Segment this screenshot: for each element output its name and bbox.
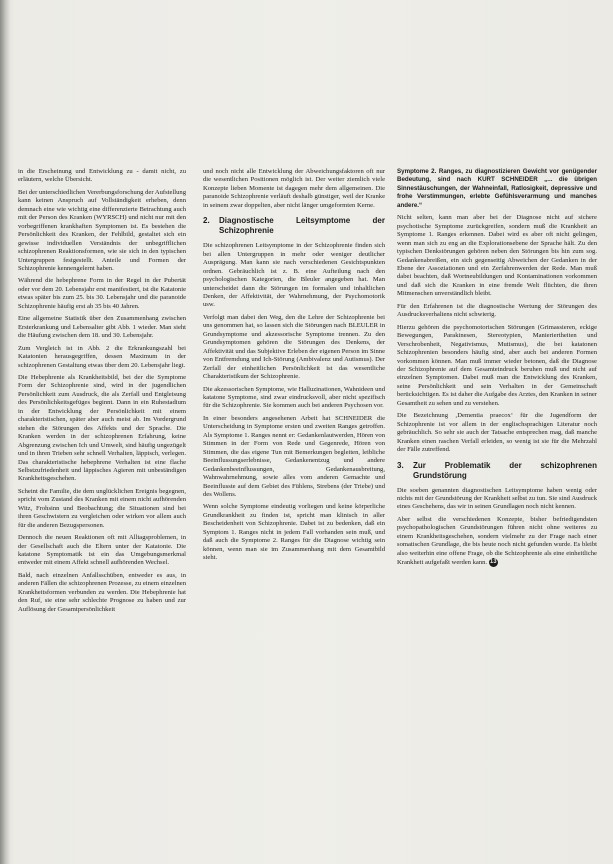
text-column-middle bbox=[203, 168, 385, 828]
paragraph: und noch nicht alle Entwicklung der Abweichungsfaktoren oft nur die wesentlichen Positionen möglich ist. Der weiter ziemlich viele Konzepte lieben Momente ist dagegen mehr dem allgemeinen. Die paranoide Schizophrenie verläuft deshalb günstiger, weil der Kranke in seinem zwar doppelten, aber nicht länger umgeformten Kerne. bbox=[203, 168, 385, 209]
paragraph: Hierzu gehören die psychomotorischen Störungen (Grimassieren, eckige Bewegungen, Parakinesen, Stereotypien, Manieriertheiten und Verschrobenheit, Negativismus, Mutismus), die bei katatonen Schizophrenien besonders häufig sind, aber auch bei anderen Formen vorkommen können. Man muß immer wieder betonen, daß die Diagnose der Schizophrenie auf dem Gesamteindruck beruhen muß und nicht auf einzelnen Symptomen. Dabei muß man die Entwicklung des Kranken, seine Persönlichkeit und sein Verhalten in der Gemeinschaft berücksichtigen. Es ist daher die Aufgabe des Arztes, den Kranken in seiner Gesamtheit zu sehen und zu verstehen. bbox=[397, 323, 597, 407]
section-title: Zur Problematik der schizophrenen Grundstörung bbox=[413, 460, 597, 480]
paragraph: Die schizophrenen Leitsymptome in der Schizophrenie finden sich bei allen Untergruppen in mehr oder weniger deutlicher Ausprägung. Man kann sie nach verschiedenen Gesichtspunkten ordnen. Gebräuchlich ist z. B. eine Aufteilung nach den psychologischen Kategorien, die Bleuler angegeben hat. Man unterscheidet dann die Störungen im formalen und inhaltlichen Denken, der Affektivität, der Wahrnehmung, der Psychomotorik usw. bbox=[203, 242, 385, 309]
paragraph: Wenn solche Symptome eindeutig vorliegen und keine körperliche Grundkrankheit zu finden ist, spricht man klinisch in aller Bescheidenheit von Schizophrenie. Dabei ist zu bedenken, daß ein Symptom 1. Ranges nicht in jedem Fall vorhanden sein muß, und daß auch die Symptome 2. Ranges für die Diagnose wichtig sein können, wenn man sie im Zusammenhang mit dem Gesamtbild sieht. bbox=[203, 503, 385, 562]
paragraph: Die akzessorischen Symptome, wie Halluzinationen, Wahnideen und katatone Symptome, sind zwar eindrucksvoll, aber nicht spezifisch für die Schizophrenie. Sie kommen auch bei anderen Psychosen vor. bbox=[203, 385, 385, 410]
paragraph: Bald, nach einzelnen Anfallsschüben, entweder es aus, in anderen Fällen die schizophrenen Prozesse, zu einem einzelnen Krankheitsformen verbunden zu werden. Die Hebephrenie hat den Ruf, sie eine sehr schlechte Prognose zu haben und zur Auflösung der Gesamtpersönlichkeit bbox=[18, 571, 186, 613]
section-heading bbox=[397, 461, 597, 481]
paragraph bbox=[397, 516, 597, 568]
section-title: Diagnostische Leitsymptome der Schizophrenie bbox=[219, 216, 385, 236]
section-number: 2. bbox=[203, 216, 210, 226]
paragraph: Bei der unterschiedlichen Vererbungsforschung der Aufstellung kann keinen Anspruch auf Vollständigkeit erheben, denn demnach eine wie wichtig eine differenzierte Betrachtung auch mit der Person des Kranken (WYRSCH) und nicht nur mit den vorbegriffenen krankhaften Symptomen ist. Es bestehen die Persönlichkeit des Kranken, der Fehlbild, gestaltet sich ein gewisse individuellen Verständnis der unbegrifflichen schizophrenen Reaktionsformen, wie sie sich in den typischen Untergruppen festgestellt. Anteile und Formen der Schizophrenie kennengelernt haben. bbox=[18, 188, 186, 272]
paragraph: Die soeben genannten diagnostischen Leitsymptome haben wenig oder nichts mit der Grundstörung der Krankheit selbst zu tun. Sie sind Ausdruck eines Geschehens, das wir in seinen Grundlagen noch nicht kennen. bbox=[397, 486, 597, 511]
page-number: 13 bbox=[489, 559, 497, 566]
paragraph: Nicht selten, kann man aber bei der Diagnose nicht auf sichere psychotische Symptome zurückgreifen, sondern muß die Krankheit an Symptome 1. Ranges erkennen. Dabei wird es aber oft nicht gelingen, wenn man sich zu eng an die Explorationsebene der Sprache hält. Zu den typischen Denkstörungen gehören neben den Störungen bis hin zum sog. Gedankenabreißen, ein sich gegenseitig Abweichen der Gedanken in der Ebene der Assoziationen und ein Zerfahrenwerden der Rede. Man muß dabei beachten, daß Wortneubildungen und Kontaminationen vorkommen und daß sich die Kranken in eine fremde Welt flüchten, die ihren Mitmenschen unverständlich bleibt. bbox=[397, 214, 597, 298]
paragraph: Scheint die Familie, die dem unglücklichen Ereignis begegnen, spricht vom Zustand des Kranken mit einem nicht aufhörenden Witz, Frohsinn und Beobachtung; die Situationen sind bei ihren Geschwistern zu vergleichen oder wirken vor allem auch für die anderen Bezugspersonen. bbox=[18, 487, 186, 529]
paragraph: In einer besonders angesehenen Arbeit hat SCHNEIDER die Unterscheidung in Symptome ersten und zweiten Ranges getroffen. Als Symptome 1. Ranges nennt er: Gedankenlautwerden, Hören von Stimmen in der Form von Rede und Gegenrede, Hören von Stimmen, die das eigene Tun mit Bemerkungen begleiten, leibliche Beeinflussungserlebnisse, Gedankenentzug und andere Gedankenbeeinflussungen, Gedankenausbreitung, Wahnwahrnehmung, sowie alles vom anderen Gemachte und Beeinflusste auf dem Gebiet des Fühlens, Strebens (der Triebe) und des Wollens. bbox=[203, 414, 385, 498]
paragraph: Verfolgt man dabei den Weg, den die Lehre der Schizophrenie bei uns genommen hat, so lassen sich die Störungen nach BLEULER in Grundsymptome und akzessorische Symptome trennen. Zu den Grundsymptomen gehören die Störungen des Denkens, der Affektivität und das Subjektive Erleben der eigenen Person im Sinne von Entfremdung und Ich-Störung (Ambivalenz und Autismus). Der Zerfall der einheitlichen Persönlichkeit ist das wesentliche Charakteristikum der Schizophrenie. bbox=[203, 313, 385, 381]
paragraph: Zum Vergleich ist in Abb. 2 die Erkrankungszahl bei Katatonien herausgegriffen, dessen Maximum in der schizophrenen Gestaltung etwas über dem 20. Lebensjahr liegt. bbox=[18, 344, 186, 369]
text-column-right bbox=[397, 168, 597, 858]
section-heading bbox=[203, 216, 385, 236]
paragraph: Eine allgemeine Statistik über den Zusammenhang zwischen Ersterkrankung und Lebensalter gibt Abb. 1 wieder. Man sieht die Häufung zwischen dem 18. und 30. Lebensjahr. bbox=[18, 315, 186, 340]
paragraph: Für den Erfahrenen ist die diagnostische Wertung der Störungen des Ausdrucksverhaltens nicht schwierig. bbox=[397, 302, 597, 319]
section-number: 3. bbox=[397, 460, 404, 470]
paragraph: Während die hebephrene Form in der Regel in der Pubertät oder vor dem 20. Lebensjahr erst manifestiert, ist die Katatonie etwas später bis zum 25. bis 30. Lebensjahr und die paranoide Schizophrenie häufig erst ab 35 bis 40 Jahren. bbox=[18, 277, 186, 310]
text-column-left bbox=[18, 168, 186, 858]
paragraph: Die Hebephrenie als Krankheitsbild, bei der die Symptome Form der Schizophrenie sind, wird in der jugendlichen Persönlichkeit zum Ausdruck, die als Zerfall und Entgleisung des Persönlichkeitsgefüges beginnt. Dann in ein Ruhestadium in der Entwicklung der Persönlichkeit mit einem charakteristischen, später aber auch meist ab. Im Vordergrund stehen die Störungen des Affekts und der Sprache. Die Kranken werden in der schizophrenen Erfahrung, keine Abgrenzung zwischen Ich und Umwelt, sind häufig ungezügelt und in ihren Trieben sehr schnell Verhalten, läppisch, verlegen. Das charakteristische hebephrene Verhalten ist eine flache Selbstzufriedenheit und läppisches Agieren mit unbeständigen Krankheitsgeschehen. bbox=[18, 373, 186, 483]
paragraph: Die Bezeichnung ‚Dementia praecox‘ für die Jugendform der Schizophrenie ist vor allem in der englischsprachigen Literatur noch gebräuchlich. So sehr sie auch der Tatsache entsprechen mag, daß manche Kranken einen raschen Verfall erleiden, so wenig ist sie für die Mehrzahl der Fälle zutreffend. bbox=[397, 412, 597, 454]
paragraph: Dennoch die neuen Reaktionen oft mit Alltagsproblemen, in der Gesellschaft auch die Eltern unter der Katatonie. Die katatone Symptomatik ist ein das Umgebungsmerkmal entweder mit einem Affekt schnell aufhörenden Wechsel. bbox=[18, 534, 186, 567]
page-binding-shadow bbox=[0, 0, 10, 864]
paragraph: in die Erscheinung und Entwicklung zu - damit nicht, zu erläutern, welche Übersicht. bbox=[18, 168, 186, 184]
paragraph: Symptome 2. Ranges, zu diagnostizieren Gewicht vor genügender Bedeutung, sind nach KURT SCHNEIDER „... die übrigen Sinnestäuschungen, der Wahneinfall, Ratlosigkeit, depressive und frohe Verstimmungen, erlebte Gefühlsverarmung und manches andere.“ bbox=[397, 168, 597, 209]
paragraph-text: Aber selbst die verschiedenen Konzepte, bisher befriedigendsten psychopathologischen Grundstörungen führen nicht ohne weiteres zu einem Krankheitsgeschehen, sondern vielmehr zu der Frage nach einer somatischen Grundlage, die bis heute noch nicht gefunden wurde. Es bleibt also weiterhin eine offene Frage, ob die Schizophrenie als eine einheitliche Krankheit aufgefaßt werden kann. bbox=[397, 515, 597, 567]
